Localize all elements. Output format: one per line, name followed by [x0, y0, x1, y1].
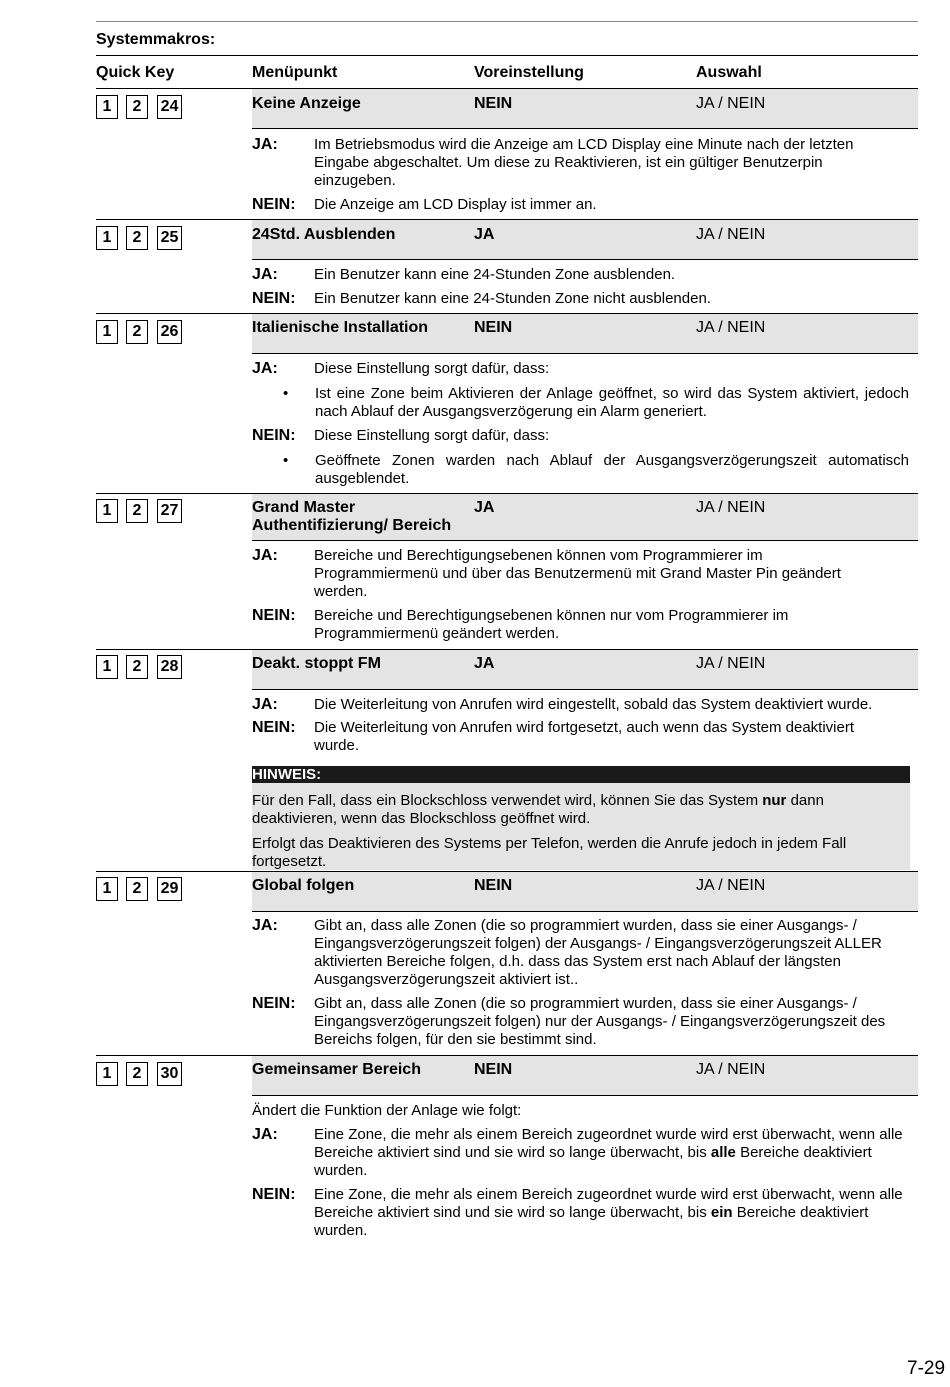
choice-value: JA / NEIN: [696, 655, 766, 672]
ja-label: JA:: [252, 917, 278, 934]
nein-label: NEIN:: [252, 1186, 296, 1203]
ja-text: [314, 1126, 904, 1180]
quick-key-digit: 1: [96, 655, 118, 679]
menu-item: Global folgen: [252, 877, 355, 894]
default-value: JA: [474, 226, 495, 243]
default-value: NEIN: [474, 1061, 513, 1078]
ja-text: Gibt an, dass alle Zonen (die so programmiert wurden, dass sie einer Ausgangs- / Eingangsverzögerungszeit folgen) der Ausgangs- / Eingangsverzögerungszeit ALLER aktivierten Bereiche folgen, d.h. dass das System erst nach Ablauf der längsten Ausgangsverzögerungszeit aktiviert ist..: [314, 917, 882, 988]
note-p1-c: dann deaktivieren, wenn das Blockschloss geöffnet wird.: [252, 792, 824, 827]
nein-bullet-text: Geöffnete Zonen warden nach Ablauf der Ausgangsverzögerungszeit automatisch ausgeblendet.: [315, 452, 909, 487]
note-paragraph-2: Erfolgt das Deaktivieren des Systems per Telefon, werden die Anrufe jedoch in jedem Fall fortgesetzt.: [252, 835, 847, 870]
nein-text: Die Weiterleitung von Anrufen wird fortgesetzt, auch wenn das System deaktiviert wurde.: [314, 719, 854, 754]
quick-key-digit: 1: [96, 226, 118, 250]
menu-item: Deakt. stoppt FM: [252, 655, 381, 672]
default-value: JA: [474, 499, 495, 516]
ja-text: Diese Einstellung sorgt dafür, dass:: [314, 360, 550, 377]
quick-key-digit: 2: [126, 95, 148, 119]
nein-label: NEIN:: [252, 290, 296, 307]
ja-text-c: Bereiche deaktiviert wurden.: [314, 1144, 872, 1179]
ja-text-a: Eine Zone, die mehr als einem Bereich zugeordnet wurde wird erst überwacht, wenn alle Bereiche aktiviert sind und sie wird so lange überwacht, bis: [314, 1126, 903, 1161]
ja-bullet-text: Ist eine Zone beim Aktivieren der Anlage geöffnet, so wird das System aktiviert, jedoch nach Ablauf der Ausgangsverzögerung ein Alarm generiert.: [315, 385, 909, 420]
quick-key-digit: 2: [126, 499, 148, 523]
note-paragraph-1: [252, 792, 902, 828]
quick-key-number: 26: [157, 320, 182, 344]
menu-item: 24Std. Ausblenden: [252, 226, 396, 243]
bullet-icon: •: [283, 452, 289, 469]
menu-item: Keine Anzeige: [252, 95, 361, 112]
ja-text: Bereiche und Berechtigungsebenen können vom Programmierer im Programmiermenü und über das Benutzermenü mit Grand Master Pin geändert werden.: [314, 547, 841, 600]
ja-text: Ein Benutzer kann eine 24-Stunden Zone ausblenden.: [314, 266, 676, 283]
quick-key-digit: 1: [96, 499, 118, 523]
default-value: NEIN: [474, 95, 513, 112]
quick-key-digit: 2: [126, 877, 148, 901]
quick-key-digit: 2: [126, 320, 148, 344]
nein-label: NEIN:: [252, 196, 296, 213]
nein-text: Diese Einstellung sorgt dafür, dass:: [314, 427, 550, 444]
choice-value: JA / NEIN: [696, 226, 766, 243]
page-number: 7-29: [907, 1358, 946, 1379]
ja-label: JA:: [252, 266, 278, 283]
default-value: JA: [474, 655, 495, 672]
ja-label: JA:: [252, 1126, 278, 1143]
ja-label: JA:: [252, 696, 278, 713]
quick-key-number: 29: [157, 877, 182, 901]
ja-label: JA:: [252, 136, 278, 153]
default-value: NEIN: [474, 319, 513, 336]
header-rule-top: [96, 55, 918, 56]
nein-label: NEIN:: [252, 607, 296, 624]
col-header-quick-key: Quick Key: [96, 64, 175, 81]
nein-label: NEIN:: [252, 995, 296, 1012]
choice-value: JA / NEIN: [696, 499, 766, 516]
col-header-menu: Menüpunkt: [252, 64, 338, 81]
choice-value: JA / NEIN: [696, 877, 766, 894]
menu-item-line2: Authentifizierung/ Bereich: [252, 517, 452, 534]
nein-text: Bereiche und Berechtigungsebenen können nur vom Programmierer im Programmiermenü geändert werden.: [314, 607, 789, 642]
intro-text: Ändert die Funktion der Anlage wie folgt:: [252, 1102, 522, 1119]
ja-emphasis: alle: [710, 1144, 736, 1161]
quick-key-digit: 1: [96, 320, 118, 344]
bullet-icon: •: [283, 385, 289, 402]
ja-text: Die Weiterleitung von Anrufen wird eingestellt, sobald das System deaktiviert wurde.: [314, 696, 873, 713]
choice-value: JA / NEIN: [696, 95, 766, 112]
quick-key-number: 28: [157, 655, 182, 679]
quick-key-digit: 1: [96, 95, 118, 119]
ja-text: Im Betriebsmodus wird die Anzeige am LCD Display eine Minute nach der letzten Eingabe abgeschaltet. Um diese zu Reaktivieren, ist ein gültiger Benutzerpin einzugeben.: [314, 136, 854, 189]
nein-text: Die Anzeige am LCD Display ist immer an.: [314, 196, 597, 213]
section-title: Systemmakros:: [96, 31, 216, 48]
nein-label: NEIN:: [252, 719, 296, 736]
quick-key-digit: 2: [126, 1062, 148, 1086]
nein-emphasis: ein: [710, 1204, 733, 1221]
nein-text-c: Bereiche deaktiviert wurden.: [314, 1204, 869, 1239]
top-rule: [96, 21, 918, 22]
nein-text: Ein Benutzer kann eine 24-Stunden Zone nicht ausblenden.: [314, 290, 711, 307]
menu-item: Italienische Installation: [252, 319, 429, 336]
nein-label: NEIN:: [252, 427, 296, 444]
nein-text: Gibt an, dass alle Zonen (die so programmiert wurden, dass sie einer Ausgangs- / Eingangsverzögerungszeit folgen) nur der Ausgangs- / Eingangsverzögerungszeit des Bereichs folgen, für den sie bestimmt sind.: [314, 995, 886, 1048]
col-header-choice: Auswahl: [696, 64, 762, 81]
choice-value: JA / NEIN: [696, 319, 766, 336]
ja-label: JA:: [252, 360, 278, 377]
quick-key-number: 30: [157, 1062, 182, 1086]
note-p1-emphasis: nur: [762, 792, 787, 809]
menu-item-line1: Grand Master: [252, 499, 356, 516]
ja-label: JA:: [252, 547, 278, 564]
quick-key-number: 24: [157, 95, 182, 119]
menu-item: Gemeinsamer Bereich: [252, 1061, 421, 1078]
quick-key-number: 25: [157, 226, 182, 250]
quick-key-digit: 2: [126, 226, 148, 250]
default-value: NEIN: [474, 877, 513, 894]
col-header-default: Voreinstellung: [474, 64, 584, 81]
quick-key-digit: 2: [126, 655, 148, 679]
quick-key-digit: 1: [96, 1062, 118, 1086]
nein-text: [314, 1186, 904, 1240]
quick-key-number: 27: [157, 499, 182, 523]
note-title: HINWEIS:: [252, 766, 910, 783]
note-p1-a: Für den Fall, dass ein Blockschloss verwendet wird, können Sie das System: [252, 792, 763, 809]
quick-key-digit: 1: [96, 877, 118, 901]
choice-value: JA / NEIN: [696, 1061, 766, 1078]
nein-text-a: Eine Zone, die mehr als einem Bereich zugeordnet wurde wird erst überwacht, wenn alle Bereiche aktiviert sind und sie wird so lange überwacht, bis: [314, 1186, 903, 1221]
